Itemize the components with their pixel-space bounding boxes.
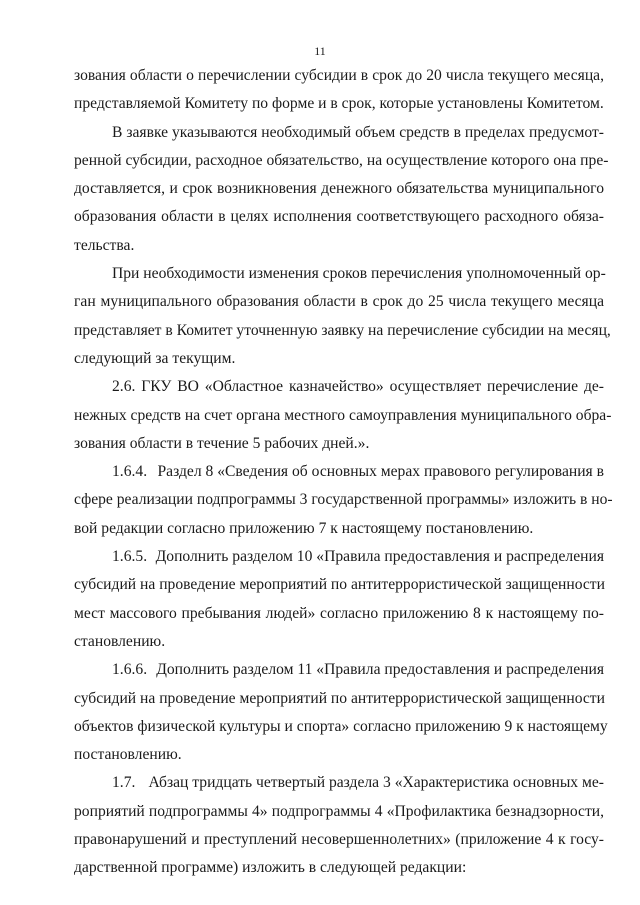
clause-text: Дополнить разделом 10 «Правила предоставления и распределения	[155, 548, 604, 566]
document-body	[74, 62, 613, 883]
text-line: субсидий на проведение мероприятий по антитеррористической защищенности	[74, 576, 605, 594]
clause-number: 1.6.4.	[112, 463, 148, 481]
text-line	[74, 656, 604, 684]
text-line: сфере реализации подпрограммы 3 государственной программы» изложить в но-	[74, 491, 613, 509]
text-line: тельства.	[74, 236, 135, 254]
clause-text: Раздел 8 «Сведения об основных мерах правового регулирования в	[157, 463, 604, 481]
clause-number: 1.7.	[112, 774, 136, 792]
text-line: мест массового пребывания людей» согласно приложению 8 к настоящему по-	[74, 604, 604, 622]
text-line	[74, 543, 604, 571]
text-line: объектов физической культуры и спорта» согласно приложению 9 к настоящему	[74, 717, 608, 735]
text-line: зования области в течение 5 рабочих дней.».	[74, 434, 370, 452]
text-line	[74, 458, 604, 486]
text-line: зования области о перечислении субсидии в срок до 20 числа текущего месяца,	[74, 67, 604, 84]
text-line: ган муниципального образования области в срок до 25 числа текущего месяца	[74, 293, 604, 311]
text-line: образования области в целях исполнения соответствующего расходного обяза-	[74, 208, 604, 226]
text-line: представляет в Комитет уточненную заявку на перечисление субсидии на месяц,	[74, 321, 611, 339]
clause-text: Дополнить разделом 11 «Правила предоставления и распределения	[156, 661, 604, 679]
text-line: постановлению.	[74, 746, 182, 764]
text-line: В заявке указываются необходимый объем средств в пределах предусмот-	[112, 123, 604, 141]
text-line: роприятий подпрограммы 4» подпрограммы 4 «Профилактика безнадзорности,	[74, 802, 604, 820]
text-line: правонарушений и преступлений несовершеннолетних» (приложение 4 к госу-	[74, 831, 604, 849]
clause-number: 1.6.6.	[112, 661, 148, 679]
text-line: При необходимости изменения сроков перечисления уполномоченный ор-	[112, 265, 606, 283]
text-line: ренной субсидии, расходное обязательство, на осуществление которого она пре-	[74, 151, 609, 169]
text-line: доставляется, и срок возникновения денежного обязательства муниципального	[74, 180, 604, 198]
text-line: следующий за текущим.	[74, 349, 236, 367]
text-line: становлению.	[74, 632, 166, 650]
text-line	[74, 769, 604, 797]
text-line: 2.6. ГКУ ВО «Областное казначейство» осуществляет перечисление де-	[112, 378, 604, 396]
text-line: субсидий на проведение мероприятий по антитеррористической защищенности	[74, 689, 605, 707]
text-line: нежных средств на счет органа местного самоуправления муниципального обра-	[74, 406, 612, 424]
clause-text: Абзац тридцать четвертый раздела 3 «Характеристика основных ме-	[148, 774, 604, 792]
text-line: дарственной программе) изложить в следующей редакции:	[74, 859, 467, 877]
page-number: 11	[314, 44, 326, 58]
clause-number: 1.6.5.	[112, 548, 148, 566]
text-line: представляемой Комитету по форме и в срок, которые установлены Комитетом.	[74, 95, 604, 113]
text-line: вой редакции согласно приложению 7 к настоящему постановлению.	[74, 519, 534, 537]
